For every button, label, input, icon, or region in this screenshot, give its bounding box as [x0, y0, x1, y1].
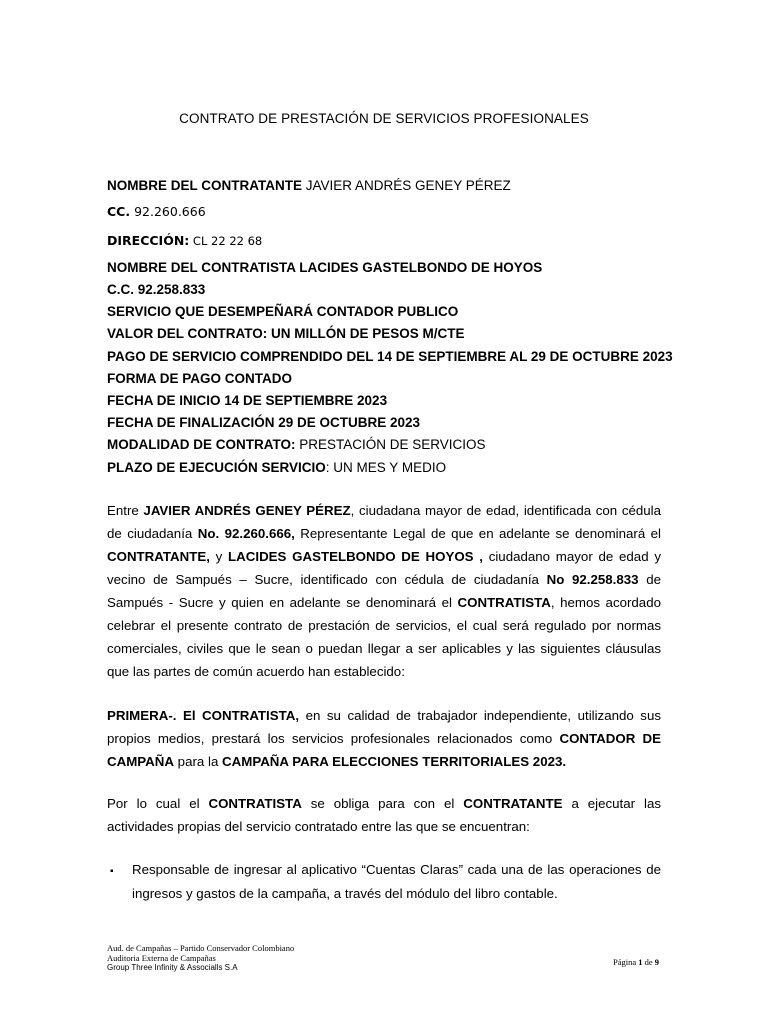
contratante-value: JAVIER ANDRÉS GENEY PÉREZ — [302, 178, 511, 193]
valor-line — [107, 326, 465, 341]
fecha-inicio-line — [107, 393, 387, 408]
footer-line-3: Group Three Infinity & Associalls S.A — [107, 963, 238, 972]
page-number: Página 1 de 9 — [613, 957, 660, 967]
footer-line-2: Auditoria Externa de Campañas — [107, 952, 216, 963]
cc-contratista-text: C.C. 92.258.833 — [107, 282, 206, 297]
forma-pago-text: FORMA DE PAGO CONTADO — [107, 371, 292, 386]
servicio-text: SERVICIO QUE DESEMPEÑARÁ CONTADOR PUBLICO — [107, 304, 459, 319]
intro-paragraph: Entre JAVIER ANDRÉS GENEY PÉREZ, ciudadana mayor de edad, identificada con cédula de ciudadanía No. 92.260.666, Representante Legal de que en adelante se denominará el CONTRATANTE, y LACIDES GASTELBONDO DE HOYOS , ciudadano mayor de edad y vecino de Sampués – Sucre, identificado con cédula de ciudadanía No 92.258.833 de Sampués - Sucre y quien en adelante se denominará el CONTRATISTA, hemos acordado celebrar el presente contrato de prestación de servicios, el cual será regulado por normas comerciales, civiles que le sean o puedan llegar a ser aplicables y las siguientes cláusulas que las partes de común acuerdo han establecido: — [107, 503, 662, 679]
modalidad-label: MODALIDAD DE CONTRATO: — [107, 437, 296, 452]
fecha-inicio-text: FECHA DE INICIO 14 DE SEPTIEMBRE 2023 — [107, 393, 388, 408]
plazo-value: : UN MES Y MEDIO — [325, 460, 447, 475]
forma-pago-line — [107, 371, 292, 386]
contratante-label: NOMBRE DEL CONTRATANTE — [107, 178, 302, 193]
footer-line-1: Aud. de Campañas – Partido Conservador Colombiano — [107, 943, 295, 953]
servicio-line — [107, 304, 458, 319]
contratante-line — [107, 178, 511, 193]
direccion-label: DIRECCIÓN: — [107, 233, 190, 248]
modalidad-value: PRESTACIÓN DE SERVICIOS — [295, 437, 486, 452]
bullet-marker: ▪ — [110, 866, 114, 877]
pago-line — [107, 349, 673, 364]
obligacion-paragraph: Por lo cual el CONTRATISTA se obliga para con el CONTRATANTE a ejecutar las actividades propias del servicio contratado entre las que se encuentran: — [107, 796, 661, 834]
direccion-value: CL 22 22 68 — [189, 234, 263, 248]
pago-text: PAGO DE SERVICIO COMPRENDIDO DEL 14 DE SEPTIEMBRE AL 29 DE OCTUBRE 2023 — [107, 349, 673, 364]
clausula-primera: PRIMERA-. El CONTRATISTA, en su calidad de trabajador independiente, utilizando sus propios medios, prestará los servicios profesionales relacionados como CONTADOR DE CAMPAÑA para la CAMPAÑA PARA ELECCIONES TERRITORIALES 2023. — [107, 708, 661, 769]
direccion-line — [107, 233, 262, 248]
contratista-line — [107, 260, 542, 275]
plazo-label: PLAZO DE EJECUCIÓN SERVICIO — [107, 460, 326, 475]
plazo-line — [107, 460, 446, 475]
fecha-fin-line — [107, 415, 420, 430]
footer-organization — [107, 944, 294, 973]
document-title: CONTRATO DE PRESTACIÓN DE SERVICIOS PROFESIONALES — [179, 111, 589, 126]
cc-value: 92.260.666 — [130, 204, 206, 219]
list-item: Responsable de ingresar al aplicativo “Cuentas Claras” cada una de las operaciones de ingresos y gastos de la campaña, a través del módulo del libro contable. — [132, 862, 661, 901]
fecha-fin-text: FECHA DE FINALIZACIÓN 29 DE OCTUBRE 2023 — [107, 415, 421, 430]
valor-text: VALOR DEL CONTRATO: UN MILLÓN DE PESOS M/CTE — [107, 326, 465, 341]
modalidad-line — [107, 437, 486, 452]
cc-line — [107, 204, 206, 219]
contratista-text: NOMBRE DEL CONTRATISTA LACIDES GASTELBONDO DE HOYOS — [107, 260, 543, 275]
cc-label: CC. — [107, 204, 131, 219]
cc-contratista-line — [107, 282, 205, 297]
